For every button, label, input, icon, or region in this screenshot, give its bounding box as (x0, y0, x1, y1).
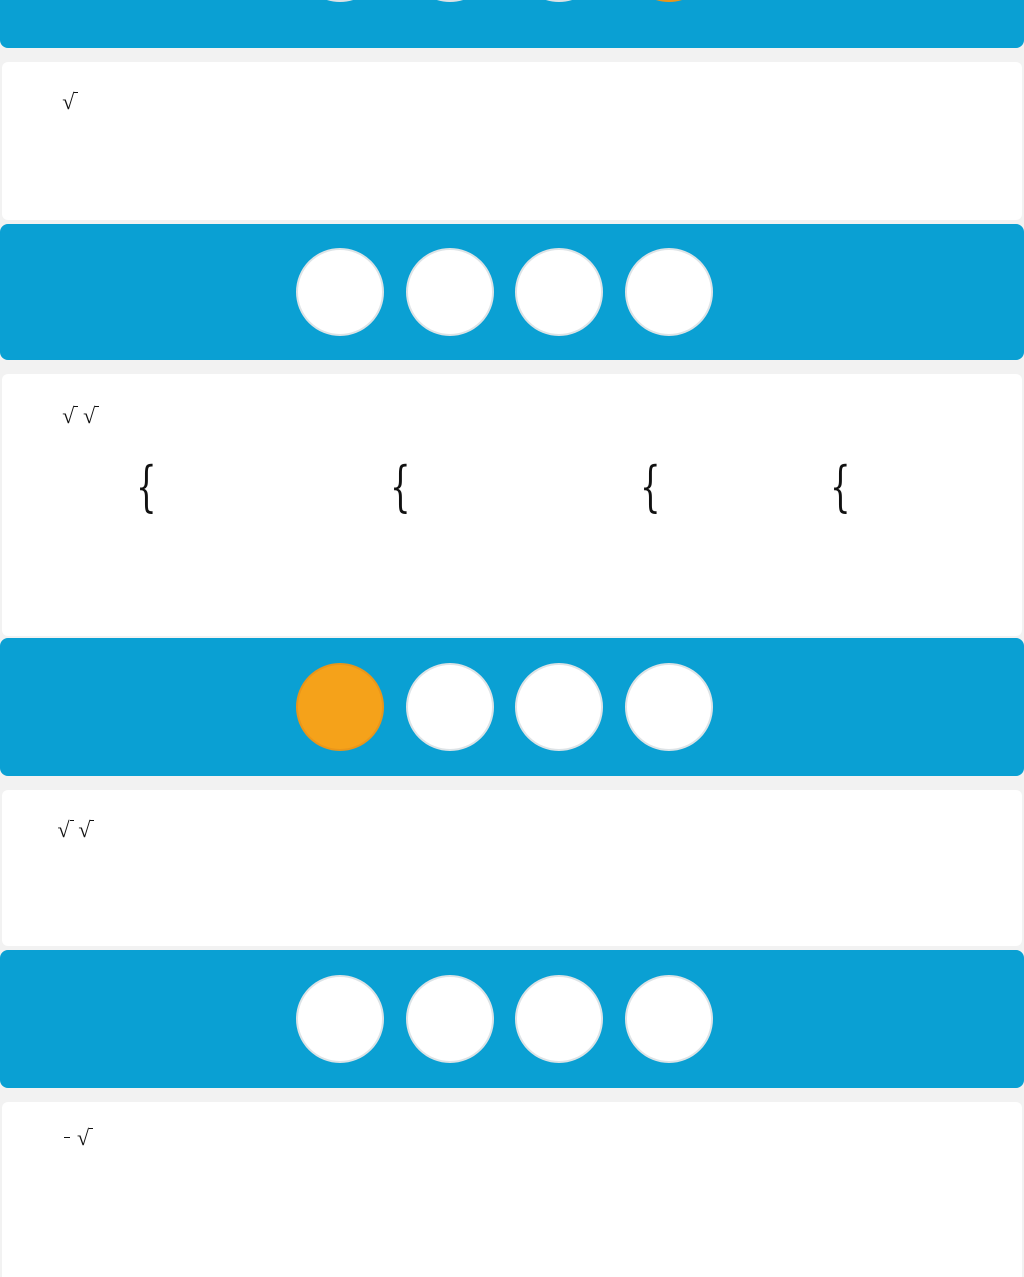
question-6-text (48, 90, 78, 112)
sqrt-right: √ (83, 406, 99, 426)
radicand-left (74, 406, 78, 407)
radicand (74, 92, 78, 93)
answer-button-c[interactable] (515, 0, 603, 2)
answer-button-b[interactable] (406, 975, 494, 1063)
sqrt-expression: √ (77, 1128, 93, 1148)
answer-button-a[interactable] (296, 248, 384, 336)
sqrt-first: √ (58, 820, 74, 840)
question-8-text (48, 818, 94, 840)
brace-icon: { (390, 455, 411, 518)
radicand (70, 820, 74, 821)
answer-button-d[interactable] (625, 0, 713, 2)
answer-button-d[interactable] (625, 975, 713, 1063)
question-card-7 (2, 374, 1022, 636)
question-9-text (48, 1126, 93, 1148)
sqrt-second: √ (78, 820, 94, 840)
answer-band-q7 (0, 638, 1024, 776)
numerator (64, 1137, 70, 1138)
answer-button-c[interactable] (515, 663, 603, 751)
option-a (110, 455, 340, 522)
answer-button-d[interactable] (625, 248, 713, 336)
answer-button-a[interactable] (296, 663, 384, 751)
answer-button-c[interactable] (515, 975, 603, 1063)
brace-icon: { (136, 455, 157, 518)
answer-button-d[interactable] (625, 663, 713, 751)
radicand (89, 1128, 93, 1129)
option-c (616, 455, 786, 522)
radicand (90, 820, 94, 821)
question-card-9 (2, 1102, 1022, 1277)
answer-button-b[interactable] (406, 0, 494, 2)
answer-button-a[interactable] (296, 0, 384, 2)
answer-button-c[interactable] (515, 248, 603, 336)
sqrt-expression: √ (62, 92, 78, 112)
brace-icon: { (640, 455, 661, 518)
answer-button-b[interactable] (406, 663, 494, 751)
answer-band-q8 (0, 950, 1024, 1088)
question-card-8 (2, 790, 1022, 946)
answer-button-b[interactable] (406, 248, 494, 336)
question-7-text (48, 404, 99, 426)
question-card-6 (2, 62, 1022, 220)
fraction (64, 1137, 70, 1138)
answer-band-q5 (0, 0, 1024, 48)
answer-band-q6 (0, 224, 1024, 360)
brace-icon: { (830, 462, 851, 518)
option-b (366, 455, 566, 522)
sqrt-left: √ (62, 406, 78, 426)
option-d (806, 462, 982, 522)
radicand-right (95, 406, 99, 407)
answer-button-a[interactable] (296, 975, 384, 1063)
